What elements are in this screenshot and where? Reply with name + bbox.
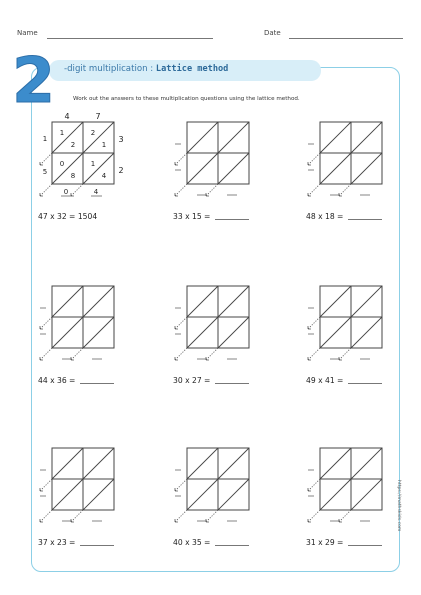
equation-question: 44 x 36 =: [38, 376, 78, 385]
diagonal-extension: [308, 479, 320, 491]
title-text: -digit multiplication :: [64, 64, 156, 74]
equation: [173, 376, 249, 385]
cell-diagonal: [351, 448, 382, 479]
cell-diagonal: [83, 122, 114, 153]
side-url: https://mathskids.com: [396, 480, 401, 532]
cell-diagonal: [187, 153, 218, 184]
cell-diagonal: [218, 479, 249, 510]
cell-diagonal: [83, 317, 114, 348]
cell-diagonal: [83, 479, 114, 510]
equation: [173, 212, 249, 221]
right-digit: 3: [118, 135, 124, 144]
diagonal-extension: [71, 348, 83, 360]
answer-field-line[interactable]: [215, 383, 249, 384]
cell-diagonal: [218, 317, 249, 348]
diagonal-extension: [206, 348, 218, 360]
cell-diagonal: [187, 448, 218, 479]
cell-diagonal: [83, 448, 114, 479]
equation: [306, 538, 382, 547]
bottom-digit: 4: [93, 188, 99, 196]
bottom-digit: 0: [63, 188, 69, 196]
answer-field-line[interactable]: [215, 545, 249, 546]
cell-diagonal: [52, 153, 83, 184]
cell-diagonal: [52, 286, 83, 317]
name-label: Name: [17, 29, 38, 37]
title-number: 2: [12, 52, 56, 106]
cell-diagonal: [351, 317, 382, 348]
cell-diagonal: [83, 153, 114, 184]
cell-diagonal: [351, 479, 382, 510]
diagonal-extension: [175, 317, 187, 329]
cell-diagonal: [351, 122, 382, 153]
cell-diagonal: [320, 153, 351, 184]
equation-question: 40 x 35 =: [173, 538, 213, 547]
diagonal-extension: [308, 348, 320, 360]
diagonal-extension: [175, 348, 187, 360]
cell-diagonal: [187, 317, 218, 348]
cell-diagonal: [320, 448, 351, 479]
cell-diagonal: [218, 153, 249, 184]
equation: [38, 212, 97, 221]
cell-tens: 0: [59, 160, 65, 168]
instructions: Work out the answers to these multiplication questions using the lattice method.: [73, 96, 300, 102]
left-digit: 1: [42, 135, 48, 143]
equation-question: 47 x 32 =: [38, 212, 78, 221]
cell-diagonal: [83, 286, 114, 317]
diagonal-extension: [40, 153, 52, 165]
diagonal-extension: [40, 184, 52, 196]
equation-question: 33 x 15 =: [173, 212, 213, 221]
diagonal-extension: [40, 317, 52, 329]
cell-diagonal: [351, 153, 382, 184]
equation: [306, 212, 382, 221]
cell-diagonal: [218, 286, 249, 317]
cell-diagonal: [52, 448, 83, 479]
diagonal-extension: [175, 510, 187, 522]
cell-diagonal: [52, 122, 83, 153]
cell-tens: 2: [90, 129, 96, 137]
diagonal-extension: [175, 153, 187, 165]
cell-diagonal: [320, 479, 351, 510]
diagonal-extension: [308, 317, 320, 329]
answer-field-line[interactable]: [80, 545, 114, 546]
cell-units: 1: [101, 141, 107, 149]
equation-question: 48 x 18 =: [306, 212, 346, 221]
cell-diagonal: [52, 479, 83, 510]
left-digit: 5: [42, 168, 48, 176]
equation: [38, 376, 114, 385]
diagonal-extension: [206, 510, 218, 522]
cell-diagonal: [320, 317, 351, 348]
equation: [173, 538, 249, 547]
cell-diagonal: [320, 286, 351, 317]
cell-diagonal: [187, 286, 218, 317]
cell-diagonal: [187, 479, 218, 510]
diagonal-extension: [40, 348, 52, 360]
top-digit: 7: [95, 112, 101, 121]
answer-field-line[interactable]: [348, 219, 382, 220]
diagonal-extension: [71, 510, 83, 522]
equation-answer: 1504: [77, 212, 98, 221]
title-method: Lattice method: [155, 64, 229, 74]
top-digit: 4: [64, 112, 70, 121]
cell-diagonal: [218, 122, 249, 153]
diagonal-extension: [40, 479, 52, 491]
cell-diagonal: [187, 122, 218, 153]
equation: [38, 538, 114, 547]
diagonal-extension: [175, 479, 187, 491]
equation-question: 31 x 29 =: [306, 538, 346, 547]
cell-diagonal: [218, 448, 249, 479]
diagonal-extension: [308, 184, 320, 196]
diagonal-extension: [339, 510, 351, 522]
cell-units: 8: [70, 172, 76, 180]
answer-field-line[interactable]: [348, 545, 382, 546]
diagonal-extension: [308, 510, 320, 522]
answer-field-line[interactable]: [215, 219, 249, 220]
equation-question: 30 x 27 =: [173, 376, 213, 385]
date-label: Date: [264, 29, 281, 37]
cell-diagonal: [351, 286, 382, 317]
answer-field-line[interactable]: [80, 383, 114, 384]
right-digit: 2: [118, 166, 124, 175]
diagonal-extension: [339, 348, 351, 360]
equation-question: 37 x 23 =: [38, 538, 78, 547]
cell-units: 4: [101, 172, 107, 180]
cell-diagonal: [320, 122, 351, 153]
diagonal-extension: [339, 184, 351, 196]
equation-question: 49 x 41 =: [306, 376, 346, 385]
cell-units: 2: [70, 141, 76, 149]
cell-tens: 1: [90, 160, 96, 168]
answer-field-line[interactable]: [348, 383, 382, 384]
diagonal-extension: [40, 510, 52, 522]
diagonal-extension: [175, 184, 187, 196]
cell-diagonal: [52, 317, 83, 348]
diagonal-extension: [71, 184, 83, 196]
cell-tens: 1: [59, 129, 65, 137]
equation: [306, 376, 382, 385]
diagonal-extension: [308, 153, 320, 165]
diagonal-extension: [206, 184, 218, 196]
